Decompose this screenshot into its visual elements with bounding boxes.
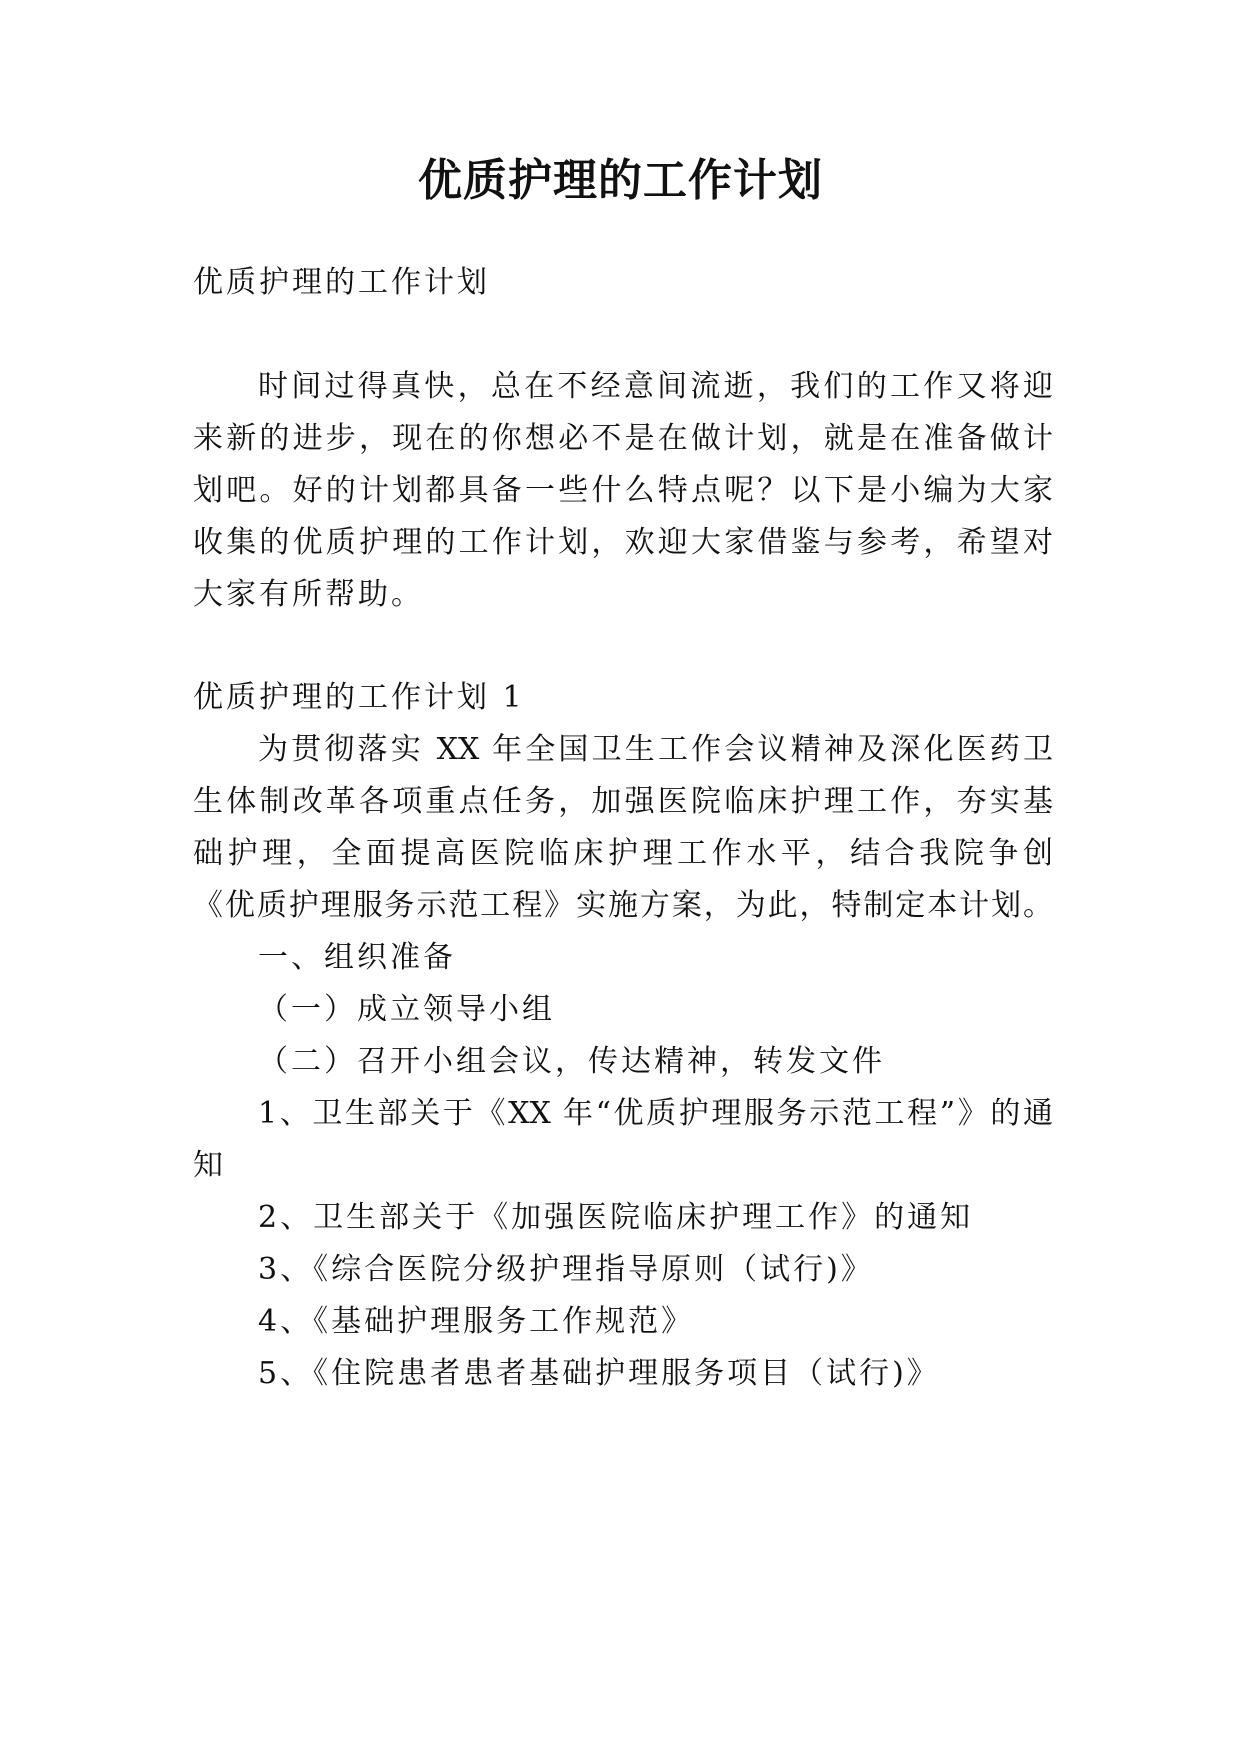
intro-line-5: 大家有所帮助。: [193, 577, 424, 612]
section1-line-3: 础护理，全面提高医院临床护理工作水平，结合我院争创: [193, 836, 1053, 871]
section1-line-2: 生体制改革各项重点任务，加强医院临床护理工作，夯实基: [193, 784, 1053, 819]
item-document-2: 2、卫生部关于《加强医院临床护理工作》的通知: [258, 1200, 974, 1235]
section1-line-4: 《优质护理服务示范工程》实施方案，为此，特制定本计划。: [193, 888, 1053, 923]
item-document-1-continued: 知: [193, 1148, 226, 1183]
intro-line-2: 来新的进步，现在的你想必不是在做计划，就是在准备做计: [193, 421, 1053, 456]
section1-heading: 优质护理的工作计划 1: [193, 680, 525, 715]
item-group-meeting: （二）召开小组会议，传达精神，转发文件: [258, 1044, 885, 1079]
item-organization: 一、组织准备: [258, 940, 456, 975]
intro-line-3: 划吧。好的计划都具备一些什么特点呢？以下是小编为大家: [193, 473, 1053, 508]
section1-line-1: 为贯彻落实 XX 年全国卫生工作会议精神及深化医药卫: [258, 732, 1053, 767]
item-document-5: 5、《住院患者患者基础护理服务项目（试行)》: [258, 1356, 940, 1391]
item-document-3: 3、《综合医院分级护理指导原则（试行)》: [258, 1252, 874, 1287]
intro-line-4: 收集的优质护理的工作计划，欢迎大家借鉴与参考，希望对: [193, 525, 1053, 560]
item-document-4: 4、《基础护理服务工作规范》: [258, 1304, 695, 1339]
item-leadership-group: （一）成立领导小组: [258, 992, 555, 1027]
item-document-1: 1、卫生部关于《XX 年“优质护理服务示范工程”》的通: [258, 1096, 1053, 1131]
document-subtitle: 优质护理的工作计划: [193, 265, 490, 300]
intro-line-1: 时间过得真快，总在不经意间流逝，我们的工作又将迎: [258, 369, 1053, 404]
document-title: 优质护理的工作计划: [418, 155, 823, 206]
